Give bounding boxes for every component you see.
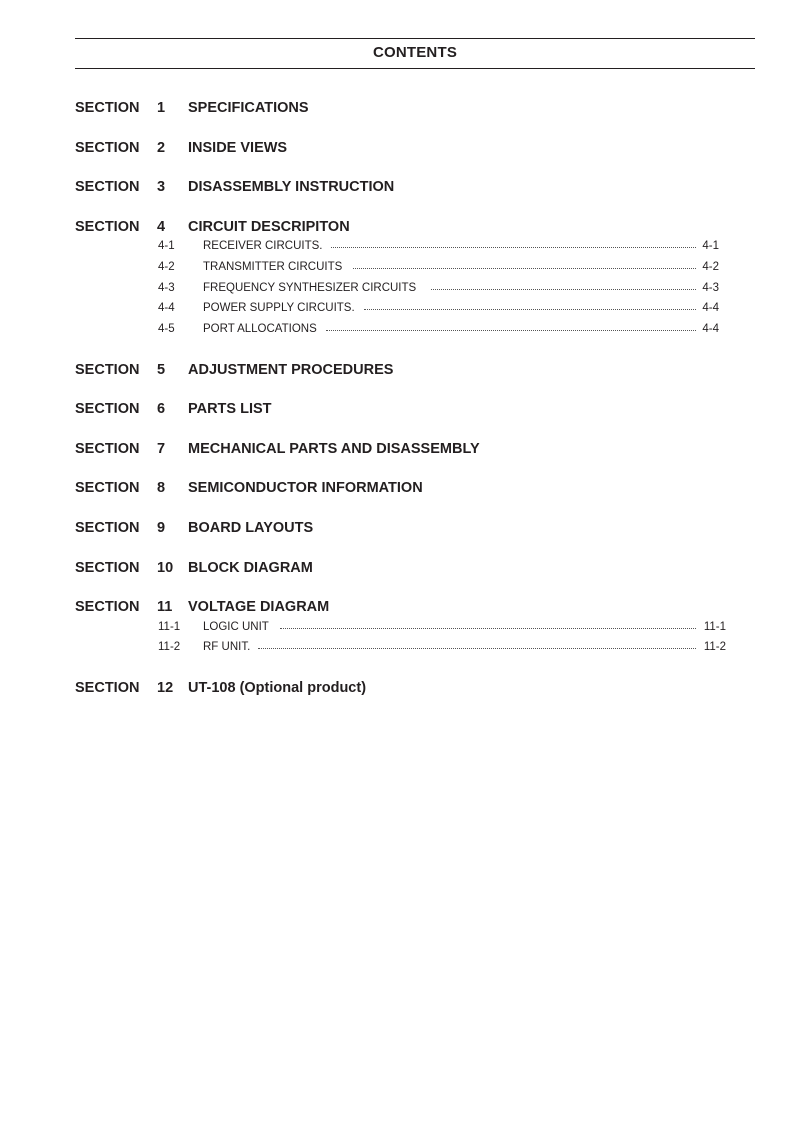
section-label: SECTION bbox=[75, 100, 140, 116]
toc-item-4-5[interactable] bbox=[158, 323, 726, 339]
bottom-rule bbox=[75, 68, 755, 69]
item-page: 4-4 bbox=[702, 323, 719, 335]
dot-leader bbox=[431, 289, 696, 290]
section-title: SEMICONDUCTOR INFORMATION bbox=[188, 480, 423, 496]
section-label: SECTION bbox=[75, 599, 140, 615]
section-label: SECTION bbox=[75, 441, 140, 457]
item-title: PORT ALLOCATIONS bbox=[203, 323, 317, 335]
item-page: 4-1 bbox=[702, 240, 719, 252]
dot-leader bbox=[331, 247, 696, 248]
section-label: SECTION bbox=[75, 179, 140, 195]
page-title: CONTENTS bbox=[372, 44, 458, 61]
item-page: 4-4 bbox=[702, 302, 719, 314]
section-title: BLOCK DIAGRAM bbox=[188, 560, 313, 576]
section-title: VOLTAGE DIAGRAM bbox=[188, 599, 330, 615]
section-number: 1 bbox=[157, 100, 166, 116]
section-label: SECTION bbox=[75, 680, 140, 696]
section-title: ADJUSTMENT PROCEDURES bbox=[188, 362, 394, 378]
section-label: SECTION bbox=[75, 520, 140, 536]
dot-leader bbox=[353, 268, 696, 269]
item-title: RECEIVER CIRCUITS. bbox=[203, 240, 323, 252]
item-title: RF UNIT. bbox=[203, 641, 251, 653]
item-number: 4-4 bbox=[158, 302, 175, 314]
section-number: 2 bbox=[157, 140, 166, 156]
item-number: 4-3 bbox=[158, 282, 175, 294]
toc-item-4-4[interactable] bbox=[158, 302, 726, 318]
section-label: SECTION bbox=[75, 401, 140, 417]
item-page: 4-3 bbox=[702, 282, 719, 294]
section-label: SECTION bbox=[75, 140, 140, 156]
dot-leader bbox=[280, 628, 696, 629]
item-page: 11-1 bbox=[703, 621, 726, 633]
item-page: 11-2 bbox=[703, 641, 726, 653]
section-number: 6 bbox=[157, 401, 166, 417]
section-title: BOARD LAYOUTS bbox=[188, 520, 314, 536]
item-page: 4-2 bbox=[702, 261, 719, 273]
dot-leader bbox=[364, 309, 696, 310]
section-title: UT-108 (Optional product) bbox=[188, 680, 367, 696]
item-number: 4-2 bbox=[158, 261, 175, 273]
item-title: TRANSMITTER CIRCUITS bbox=[203, 261, 343, 273]
section-title: DISASSEMBLY INSTRUCTION bbox=[188, 179, 395, 195]
section-number: 8 bbox=[157, 480, 166, 496]
section-number: 10 bbox=[157, 560, 174, 576]
section-title: CIRCUIT DESCRIPITON bbox=[188, 219, 350, 235]
item-title: LOGIC UNIT bbox=[203, 621, 269, 633]
item-title: POWER SUPPLY CIRCUITS. bbox=[203, 302, 355, 314]
top-rule bbox=[75, 38, 755, 39]
item-number: 11-2 bbox=[158, 641, 181, 653]
section-label: SECTION bbox=[75, 560, 140, 576]
item-number: 4-5 bbox=[158, 323, 175, 335]
section-title: PARTS LIST bbox=[188, 401, 272, 417]
section-number: 5 bbox=[157, 362, 166, 378]
section-title: MECHANICAL PARTS AND DISASSEMBLY bbox=[188, 441, 480, 457]
section-title: SPECIFICATIONS bbox=[188, 100, 309, 116]
section-label: SECTION bbox=[75, 480, 140, 496]
toc-item-4-2[interactable] bbox=[158, 261, 726, 277]
section-number: 4 bbox=[157, 219, 166, 235]
dot-leader bbox=[326, 330, 696, 331]
section-number: 7 bbox=[157, 441, 166, 457]
dot-leader bbox=[258, 648, 696, 649]
section-number: 9 bbox=[157, 520, 166, 536]
toc-item-4-3[interactable] bbox=[158, 282, 726, 298]
section-label: SECTION bbox=[75, 219, 140, 235]
section-title: INSIDE VIEWS bbox=[188, 140, 288, 156]
section-number: 3 bbox=[157, 179, 166, 195]
section-label: SECTION bbox=[75, 362, 140, 378]
toc-item-11-1[interactable] bbox=[158, 621, 726, 637]
toc-item-11-2[interactable] bbox=[158, 641, 726, 657]
section-number: 11 bbox=[157, 599, 173, 615]
item-number: 11-1 bbox=[158, 621, 181, 633]
item-number: 4-1 bbox=[158, 240, 175, 252]
item-title: FREQUENCY SYNTHESIZER CIRCUITS bbox=[203, 282, 417, 294]
toc-item-4-1[interactable] bbox=[158, 240, 726, 256]
section-number: 12 bbox=[157, 680, 174, 696]
